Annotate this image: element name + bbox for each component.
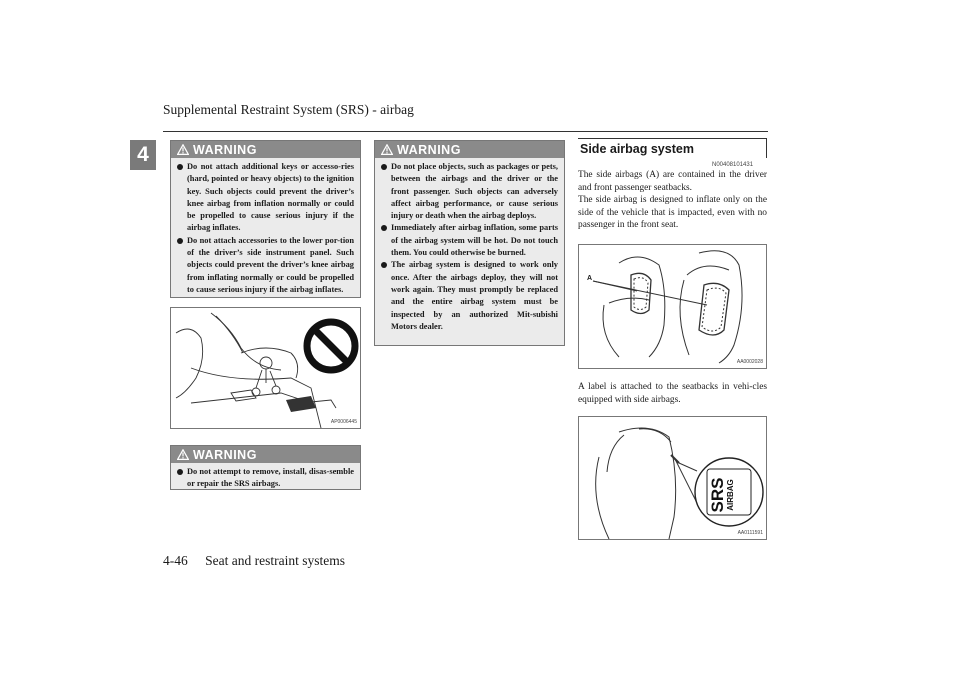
warning-item: Do not attempt to remove, install, disas-semble or repair the SRS airbags. [177, 466, 354, 491]
page-header-title: Supplemental Restraint System (SRS) - airbag [163, 102, 414, 117]
page-number: 4-46 [163, 553, 188, 568]
warning-header [171, 446, 360, 463]
airbag-label-text: AIRBAG [726, 479, 735, 511]
warning-box-objects [374, 140, 565, 346]
figure-label-a: A [587, 275, 593, 282]
warning-item: Immediately after airbag inflation, some parts of the airbag system will be hot. Do not touch them. You could otherwise be burned. [381, 222, 558, 259]
bullet-icon [381, 164, 387, 170]
reference-code: N00408101431 [712, 162, 754, 168]
warning-label: WARNING [193, 142, 257, 157]
footer-section: Seat and restraint systems [205, 553, 345, 568]
warning-item: The airbag system is designed to work only once. After the airbags deploy, they will not work again. They must promptly be replaced and the entire airbag system must be inspected by an authorized Mit-subishi Motors dealer. [381, 259, 558, 333]
key-accessories-illustration [171, 308, 360, 428]
seat-airbag-illustration [579, 245, 766, 368]
figure-side-airbag-seat [578, 244, 767, 369]
bullet-icon [177, 164, 183, 170]
warning-item: Do not attach accessories to the lower por-tion of the driver’s side instrument panel. Such objects could prevent the driver’s knee airbag from inflating normally or could be propelled to cause serious injury if the airbag inflates. [177, 235, 354, 296]
header-rule [163, 131, 768, 132]
srs-airbag-label [709, 475, 749, 515]
warning-item: Do not place objects, such as packages or pets, between the airbags and the driver or the front passenger. Such objects can adversely affect airbag performance, or cause serious injury or death when the airbag deploys. [381, 161, 558, 222]
warning-header [171, 141, 360, 158]
chapter-tab: 4 [130, 140, 156, 170]
bullet-icon [177, 469, 183, 475]
warning-label: WARNING [193, 447, 257, 462]
warning-box-tamper [170, 445, 361, 490]
figure-code: AA0111591 [737, 530, 763, 536]
srs-label-text: SRS [708, 477, 727, 513]
section-title: Side airbag system [578, 138, 767, 158]
warning-label: WARNING [397, 142, 461, 157]
warning-triangle-icon [177, 449, 189, 460]
bullet-icon [381, 262, 387, 268]
figure-code: AP0006445 [330, 419, 357, 425]
figure-code: AA0002028 [736, 359, 763, 365]
warning-triangle-icon [177, 144, 189, 155]
warning-header [375, 141, 564, 158]
warning-triangle-icon [381, 144, 393, 155]
bullet-icon [177, 238, 183, 244]
figure-key-accessories [170, 307, 361, 429]
warning-box-keys [170, 140, 361, 298]
paragraph-intro: The side airbags (A) are contained in the driver and front passenger seatbacks. The side airbag is designed to inflate only on the side of the vehicle that is impacted, even with no passenger in the front seat. [578, 170, 767, 230]
page-footer [163, 553, 345, 569]
figure-srs-airbag-label [578, 416, 767, 540]
warning-item: Do not attach additional keys or accesso-ries (hard, pointed or heavy objects) to the ignition key. Such objects could prevent the driver’s knee airbag from inflation normally or could be propelled to cause serious injury if the airbag inflates. [177, 161, 354, 235]
prohibition-icon [307, 322, 355, 370]
bullet-icon [381, 225, 387, 231]
paragraph-label-info: A label is attached to the seatbacks in vehi-cles equipped with side airbags. [578, 382, 767, 405]
